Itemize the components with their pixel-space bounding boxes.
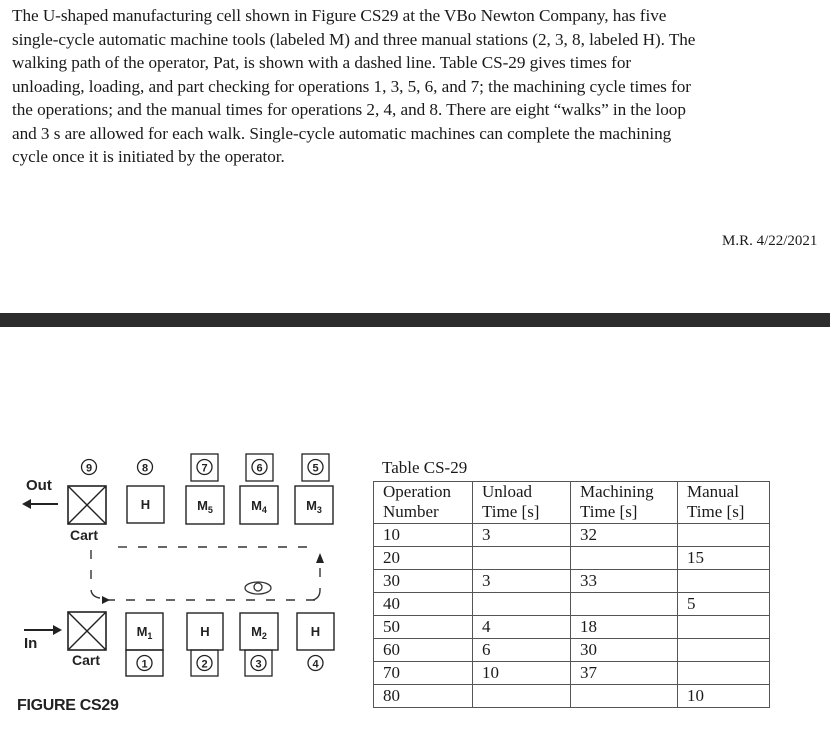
figure-caption: FIGURE CS29 [17, 697, 119, 714]
cart-label-top: Cart [70, 527, 99, 543]
cell-operation: 70 [374, 662, 473, 685]
station-number-8 [138, 460, 153, 475]
header-unload-time: Unload Time [s] [473, 482, 571, 524]
station-number-7 [191, 454, 218, 481]
table-row [374, 662, 770, 685]
table-row [374, 616, 770, 639]
table-header-row [374, 482, 770, 524]
header-operation-number: Operation Number [374, 482, 473, 524]
cell-machining: 33 [571, 570, 678, 593]
table-caption: Table CS-29 [382, 458, 468, 477]
cell-manual: 15 [678, 547, 770, 570]
cell-operation: 80 [374, 685, 473, 708]
cell-unload [473, 593, 571, 616]
table-row [374, 593, 770, 616]
cell-machining [571, 685, 678, 708]
cell-unload: 6 [473, 639, 571, 662]
cell-manual: 5 [678, 593, 770, 616]
cell-manual [678, 524, 770, 547]
cell-machining: 32 [571, 524, 678, 547]
divider-bar [0, 313, 830, 327]
cell-operation: 60 [374, 639, 473, 662]
table-row [374, 524, 770, 547]
svg-text:3: 3 [255, 658, 262, 671]
signature-date: M.R. 4/22/2021 [722, 233, 818, 249]
station-m4 [240, 486, 278, 524]
cell-unload [473, 685, 571, 708]
station-number-6 [246, 454, 273, 481]
station-number-5 [302, 454, 329, 481]
header-machining-time: Machining Time [s] [571, 482, 678, 524]
problem-statement [12, 4, 824, 169]
cell-unload: 4 [473, 616, 571, 639]
cell-machining [571, 593, 678, 616]
problem-line: the operations; and the manual times for operations 2, 4, and 8. There are eight “walks” in the loop [12, 100, 686, 119]
svg-text:1: 1 [141, 658, 148, 671]
cell-operation: 50 [374, 616, 473, 639]
problem-line: cycle once it is initiated by the operator. [12, 147, 285, 166]
cell-unload: 10 [473, 662, 571, 685]
station-m2 [240, 613, 278, 676]
out-label: Out [26, 477, 52, 494]
svg-text:7: 7 [201, 462, 208, 475]
table-row [374, 685, 770, 708]
svg-text:8: 8 [141, 462, 149, 475]
table-row [374, 570, 770, 593]
cell-machining: 37 [571, 662, 678, 685]
cell-operation: 20 [374, 547, 473, 570]
manufacturing-cell-diagram [0, 440, 372, 737]
cell-unload [473, 547, 571, 570]
cell-machining: 18 [571, 616, 678, 639]
cell-operation: 10 [374, 524, 473, 547]
svg-text:2: 2 [201, 658, 208, 671]
svg-text:H: H [140, 497, 151, 512]
station-h-2 [187, 613, 223, 676]
station-m3 [295, 486, 333, 524]
cart-box-top [68, 486, 106, 524]
table-row [374, 639, 770, 662]
problem-line: walking path of the operator, Pat, is shown with a dashed line. Table CS-29 gives times for [12, 53, 632, 72]
svg-text:6: 6 [256, 462, 263, 475]
cart-box-bottom [68, 612, 106, 650]
cell-operation: 30 [374, 570, 473, 593]
svg-text:M1: $M_1$ [136, 624, 153, 641]
out-arrow [22, 499, 58, 509]
station-number-9 [82, 460, 97, 475]
cell-machining [571, 547, 678, 570]
operator-icon [245, 582, 271, 594]
operations-table [373, 481, 770, 708]
station-h-4 [297, 613, 334, 671]
station-h-8 [127, 486, 164, 523]
cell-manual: 10 [678, 685, 770, 708]
cell-machining: 30 [571, 639, 678, 662]
svg-text:M4: $M_4$ [251, 498, 267, 515]
station-m1 [126, 613, 163, 676]
svg-text:H: H [200, 624, 210, 639]
cell-manual [678, 662, 770, 685]
cell-operation: 40 [374, 593, 473, 616]
svg-text:9: 9 [85, 462, 93, 475]
svg-text:M2: $M_2$ [251, 624, 267, 641]
walking-path [91, 547, 324, 604]
table-row [374, 547, 770, 570]
cell-unload: 3 [473, 570, 571, 593]
cell-unload: 3 [473, 524, 571, 547]
svg-text:M5: $M_5$ [197, 498, 213, 515]
header-manual-time: Manual Time [s] [678, 482, 770, 524]
in-label: In [24, 635, 38, 652]
problem-line: unloading, loading, and part checking for operations 1, 3, 5, 6, and 7; the machining cycle times for [12, 76, 691, 96]
svg-text:5: 5 [312, 462, 319, 475]
cell-manual [678, 639, 770, 662]
cart-label-bottom: Cart [72, 652, 101, 668]
problem-line: single-cycle automatic machine tools (labeled M) and three manual stations (2, 3, 8, labeled H). The [12, 29, 696, 49]
in-arrow [24, 625, 62, 635]
problem-line: The U-shaped manufacturing cell shown in Figure CS29 at the VBo Newton Company, has five [12, 6, 667, 25]
problem-line: and 3 s are allowed for each walk. Single-cycle automatic machines can complete the machining [12, 123, 672, 143]
station-m5 [186, 486, 224, 524]
svg-text:H: H [310, 624, 321, 639]
cell-manual [678, 616, 770, 639]
svg-text:M3: $M_3$ [306, 498, 322, 515]
svg-text:4: 4 [312, 658, 319, 671]
cell-manual [678, 570, 770, 593]
